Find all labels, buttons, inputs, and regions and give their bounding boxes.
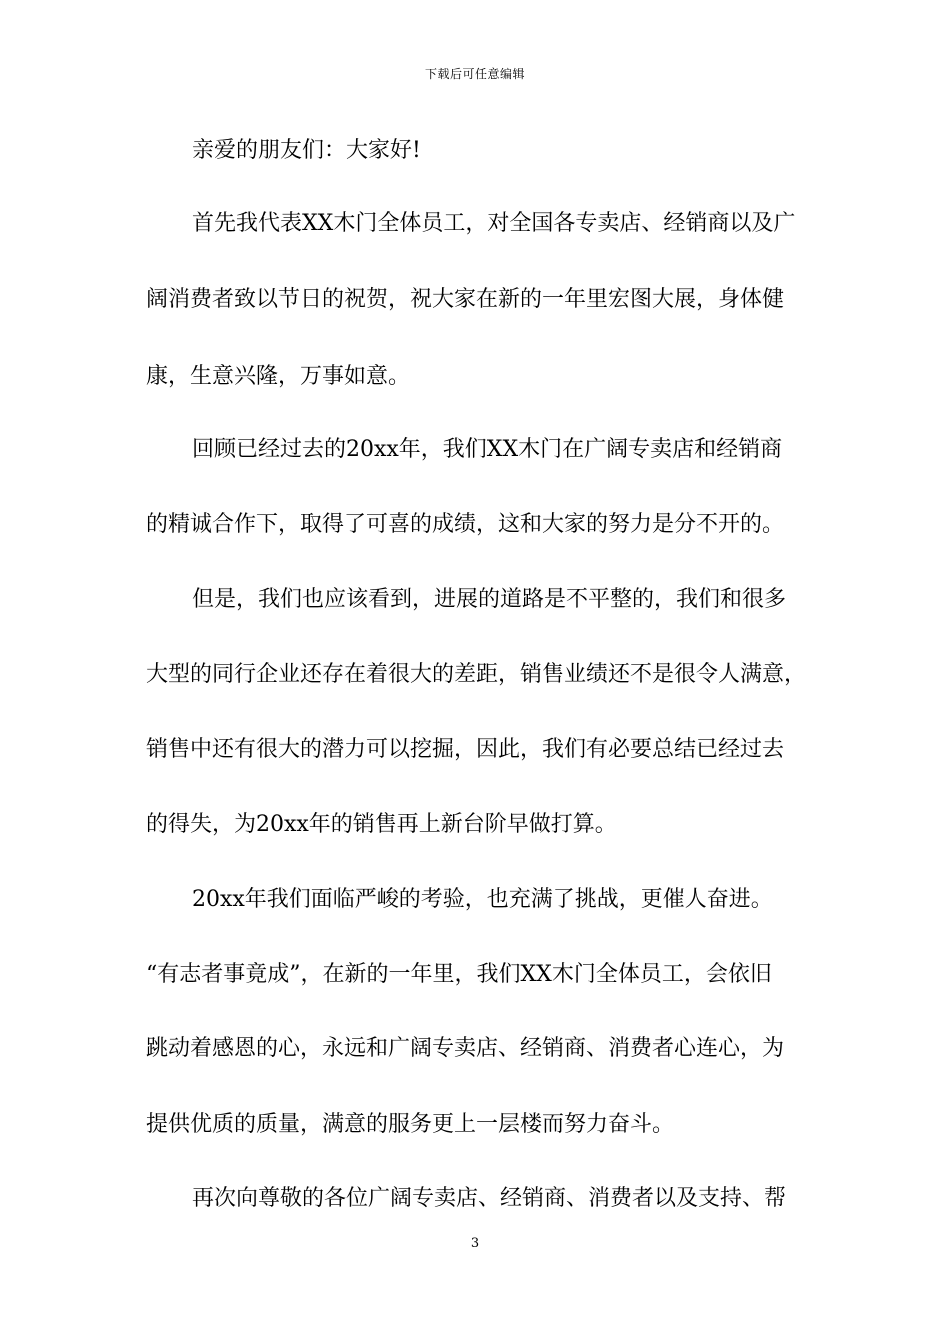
paragraph-4-line-3: 跳动着感恩的心，永远和广阔专卖店、经销商、消费者心连心，为 xyxy=(146,1036,785,1061)
paragraph-4-line-2: “有志者事竟成”，在新的一年里，我们XX木门全体员工，会依旧 xyxy=(146,962,772,987)
paragraph-3-line-2: 大型的同行企业还存在着很大的差距，销售业绩还不是很令人满意， xyxy=(146,662,807,687)
paragraph-4-line-1: 20xx年我们面临严峻的考验，也充满了挑战，更催人奋进。 xyxy=(192,887,773,912)
paragraph-1-line-3: 康，生意兴隆，万事如意。 xyxy=(146,364,411,389)
paragraph-3-line-4: 的得失，为20xx年的销售再上新台阶早做打算。 xyxy=(146,812,617,837)
page-header-note: 下载后可任意编辑 xyxy=(424,67,525,81)
paragraph-2-line-1: 回顾已经过去的20xx年，我们XX木门在广阔专卖店和经销商 xyxy=(192,437,783,462)
paragraph-5-line-1: 再次向尊敬的各位广阔专卖店、经销商、消费者以及支持、帮 xyxy=(192,1186,787,1211)
paragraph-1-line-1: 首先我代表XX木门全体员工，对全国各专卖店、经销商以及广 xyxy=(192,211,796,236)
paragraph-1-line-2: 阔消费者致以节日的祝贺，祝大家在新的一年里宏图大展，身体健 xyxy=(146,287,785,312)
paragraph-3-line-1: 但是，我们也应该看到，进展的道路是不平整的，我们和很多 xyxy=(192,587,787,612)
paragraph-2-line-2: 的精诚合作下，取得了可喜的成绩，这和大家的努力是分不开的。 xyxy=(146,512,785,537)
greeting-line: 亲爱的朋友们：大家好! xyxy=(192,138,421,163)
paragraph-3-line-3: 销售中还有很大的潜力可以挖掘，因此，我们有必要总结已经过去 xyxy=(146,737,785,762)
page-number: 3 xyxy=(470,1236,480,1251)
paragraph-4-line-4: 提供优质的质量，满意的服务更上一层楼而努力奋斗。 xyxy=(146,1112,675,1137)
